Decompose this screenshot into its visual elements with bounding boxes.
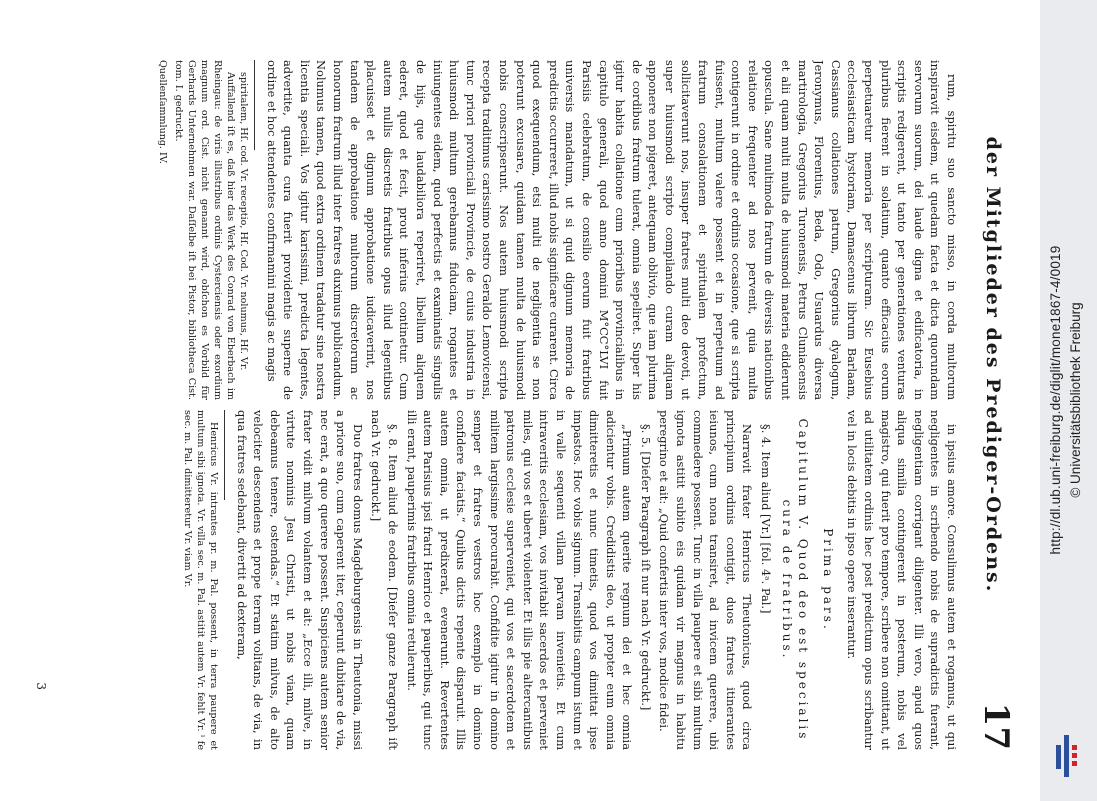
ub-freiburg-logo-icon bbox=[1052, 731, 1086, 777]
footnote: Henricus Vr. intrantes pr. m. Pal. possent, in terra paupere et multum sibi ignota. Vr. villa sec. m. Pal. astitit autem Vr. fehlt Vr. ˡ fe sec. m. Pal. dimitteretur Vr. viam Vr. bbox=[182, 410, 220, 750]
page-number: 17 bbox=[976, 702, 1016, 750]
section-text: Narravit frater Henricus Theutonicus, quod circa principium ordinis contigit, duos fratres itinerantes ieiunos, cum nona transiret, ad invicem querere, ubi commedere possent. Tunc in villa paupere et sibi multum ignota astitit subito eis quidam vir magnus in habitu peregrino et ait: „Quid confertis inter vos, modice fidei. bbox=[657, 410, 755, 750]
logo-bar bbox=[1064, 735, 1069, 777]
logo-bar bbox=[1072, 745, 1077, 750]
section-text: Duo fratres domus Magdeburgensis in Theutonia, missi a priore suo, cum caperent iter, ceperunt dubitare de via, nec erat, a quo querere possent. Suspiciens autem senior frater vidit milvum volantem et ait: „Ecce illi, milve, in virtute nominis Jesu Christi, ut nobis viam, quam debeamus tenere, ostendas.“ Et statim milvus, de alto velociter descendens et prope terram volitans, de via, in qua fratres sedebant, divertit ad dexteram, bbox=[234, 410, 365, 750]
footnote-rule bbox=[224, 410, 225, 500]
library-footer bbox=[1040, 0, 1097, 801]
running-head-title: der Mitglieder des Prediger-Ordens. bbox=[982, 136, 1004, 594]
chapter-title: Capitulum V. Quod deo est specialis cura de fratribus. bbox=[779, 418, 811, 742]
rotated-page-content bbox=[20, 20, 1020, 780]
running-head bbox=[970, 60, 1016, 750]
footer-copyright: © Universitätsbibliothek Freiburg bbox=[1068, 302, 1083, 498]
left-column bbox=[60, 60, 960, 400]
logo-bar bbox=[1072, 761, 1077, 766]
footer-url[interactable]: http://dl.ub.uni-freiburg.de/diglit/mone1867-4/0019 bbox=[1048, 245, 1063, 555]
right-intro: in ipsius amore. Consulimus autem et rogamus, ut qui negligentes in scribendo nobis de supradictis fuerant, negligentiam corrigant diligenter. Illi vero, apud quos aliqua similia contingerent in posterum, nobis vel magistro, qui fuerit pro tempore, scribere non omittant, ut ad utilitatem ordinis hec post predictum opus scribantur vel in locis debitis in ipso opere inserantur. bbox=[845, 410, 959, 750]
footer-text bbox=[1046, 5, 1090, 795]
signature-mark: 3 bbox=[34, 682, 48, 690]
section-text: „Primum autem querite regnum dei et hec omnia adicientur vobis. Credidistis deo, ut propter eum omnia dimitteretis et nunc timetis, quod vos dimittat ipse impastos. Hoc vobis signum. Transibitis campum istum et in valle sequenti villam parvam invenietis. Et cum intraveritis ecclesiam, vos invitabit sacerdos et perveniet miles, qui vos et uberet violenter. Et illis pie altercantibus patronus ecclesie superveniet, qui vos et sacerdotem et militem largissime procurabit. Confidite igitur in domino semper et fratres vestros hoc exemplo in domino confidere faciatis.“ Quibus dictis repente disparuit. Illis autem omnia, ut predixerat, evenerunt. Revertentes autem Parisius ipsi fratri Henrico et pauperibus, qui tunc illi erant, pauperimis fratribus omnia retulerunt. bbox=[404, 410, 635, 750]
section-heading: §. 4. Item aliud [Vr.] [fol. 4ᵃ. Pal.] bbox=[759, 424, 774, 614]
footnote: Auffallend iſt es, daß hier das Werk des Conrad von Eberbach im Rheingau: de viris illustribus ordinis Cysterciensis oder exordium magnum ord. Cist. nicht genannt wird, obſchon es Vorbild für Gerhards Unternehmen war. Daſſelbe iſt bei Pistor, bibliotheca Cist. tom. I. gedruckt. bbox=[173, 60, 237, 400]
left-paragraph: rum, spiritu suo sancto misso, in corda multorum inspiravit eisdem, ut quedam facta et dicta quorundam servorum suorum, dei laude digna et edificatoria, in scriptis redigerent, ut tanto per generationes venturas pluribus fierent in solatium, quanto efficacius eorum perpetuaretur memoria per scripturam. Sic Eusebius ecclesiasticam hystoriam, Damascenus librum Barlaam, Cassianus collationes patrum, Gregorius dyalogum, Jeronymus, Florentius, Beda, Odo, Usuardus diversa martirologia, Gregorius Turonensis, Petrus Cluniacensis et alii quam multi multa de huiusmodi materia ediderunt opuscula. Sane multimoda fratrum de diversis nationibus relatione frequenter ad nos pervenit, quia multa contigerunt in ordine et ordinis occasione, que si scripta fuissent, multum valere possent et in perpetuum ad fratrum consolationem et spiritualem profectum, sollicitaverunt nos, insuper fratres multi deo devoti, ut super huiusmodi scripto compilando curam aliquam apponere non pigeret, antequam oblivio, que iam plurima de cordibus fratrum tulerat, omnia sepeliret. Super his igitur habita collatione cum prioribus provincialibus in capitulo generali, quod anno domini M°CC°LVI fuit Parisiis celebratum, de consilio eorum fuit fratribus universis mandatum, ut si quid dignum memoria de predictis occurreret, illud nobis significare curarent. Circa quod exequendum, etsi multi de negligentia se non poterunt excusare, quidam tamen multa de huiusmodi nobis conscripserunt. Nos autem huiusmodi scripta recepta traditimus carissimo nostro Geraldo Lemovicensi, tunc priori provinciali Provincie, de cuius industria in huiusmodi multum gerebamus fiduciam, rogantes et iniungentes eidem, quod perfectis et examinatis singulis de hijs, que laudabiliora reperiret, libellum aliquem ederet, quod et fecit, prout inferius continetur. Cum autem nullis discretis fratribus opus illud legentibus placuisset et dignum approbatione iudicaverint, nos tandem de approbatione multorum discretorum ac honorum fratrum illud inter fratres duximus publicandum. Nolumus tamen, quod extra ordinem tradatur sine nostra licentia speciali. Vos igitur karissimi, predicta legentes, advertite, quanta cura fuerit providentie superne de ordine et hoc attendentes confirmamini magis ac magis bbox=[264, 60, 959, 400]
footnote-rule bbox=[254, 60, 255, 150]
section-heading: §. 8. Item aliud de eodem. [Dieſer ganze Paragraph iſt nach Vr. gedruckt.] bbox=[369, 410, 400, 750]
text-columns bbox=[60, 60, 960, 750]
logo-bar bbox=[1072, 753, 1077, 758]
section-heading: §. 5. [Dieſer Paragraph iſt nur nach Vr. gedruckt.] bbox=[638, 424, 653, 711]
logo-bar bbox=[1056, 745, 1061, 769]
footnote: spiritalem, Hſ. cod. Vr. receptio, Hſ. Cod. Vr. nolumus, Hſ. Vr. bbox=[238, 72, 250, 371]
part-title: Prima pars. bbox=[820, 528, 835, 632]
source-note: Quellenſammlung. IV. bbox=[157, 60, 169, 164]
right-column bbox=[60, 410, 960, 750]
